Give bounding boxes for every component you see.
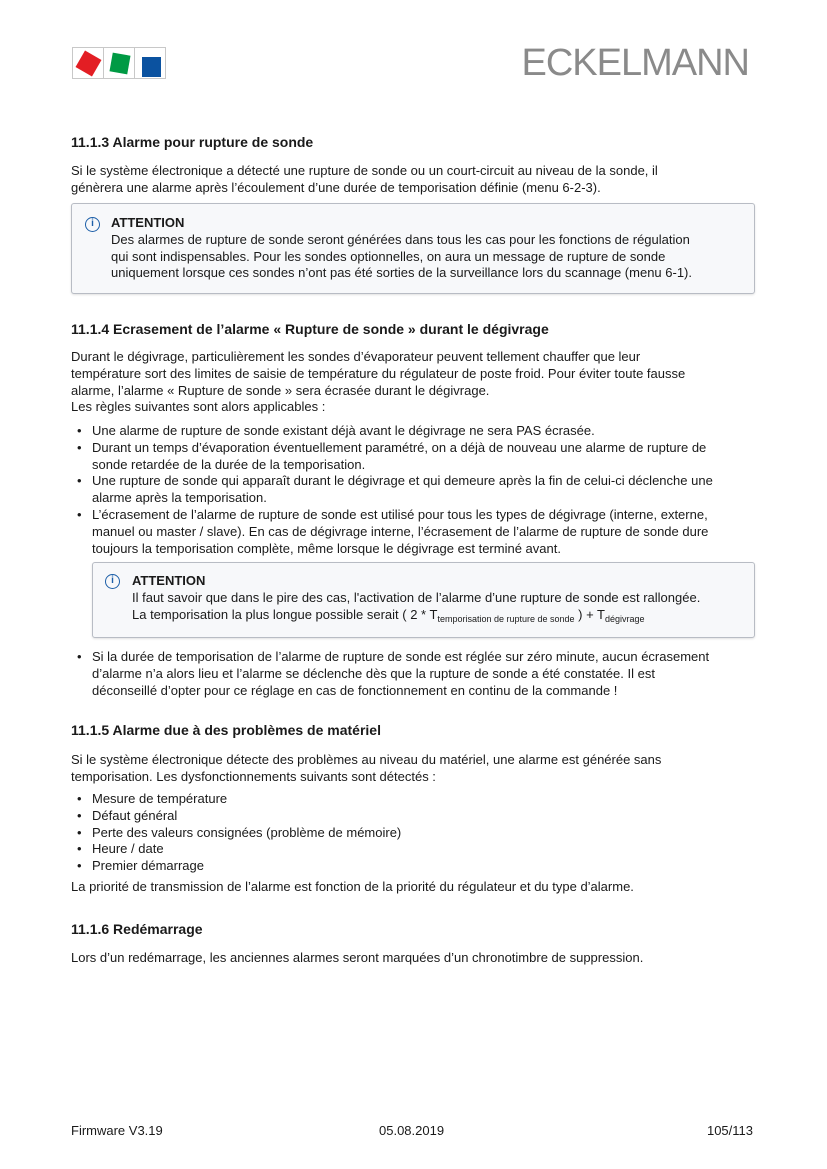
footer-date: 05.08.2019 xyxy=(379,1123,445,1138)
text-line: Si le système électronique a détecté une rupture de sonde ou un court-circuit au niveau de la sonde, il xyxy=(71,163,658,178)
section-title: 11.1.5 Alarme due à des problèmes de matériel xyxy=(71,722,381,738)
list-item: • Durant un temps d’évaporation éventuellement paramétré, on a déjà de nouveau une alarme de rupture de sonde retardée de la durée de la temporisation. xyxy=(71,440,713,474)
paragraph xyxy=(71,752,661,786)
bullet-list xyxy=(71,791,401,875)
text-line: uniquement lorsque ces sondes n’ont pas été sorties de la surveillance lors du scannage (menu 6-1). xyxy=(111,265,693,281)
text-line: Des alarmes de rupture de sonde seront générées dans tous les cas pour les fonctions de régulation xyxy=(111,231,690,247)
bullet-list xyxy=(71,423,713,557)
footer-page-number: 105/113 xyxy=(706,1123,753,1138)
text-line: qui sont indispensables. Pour les sondes optionnelles, on aura un message de rupture de sonde xyxy=(111,248,666,264)
paragraph xyxy=(71,163,658,197)
paragraph xyxy=(71,349,685,416)
info-icon: i xyxy=(85,217,100,232)
list-item: • Heure / date xyxy=(71,841,401,858)
text-line: température sort des limites de saisie de température du régulateur de poste froid. Pour éviter toute fausse xyxy=(71,365,686,381)
text-line: Les règles suivantes sont alors applicables : xyxy=(71,399,326,415)
text-line: temporisation. Les dysfonctionnements suivants sont détectés : xyxy=(71,768,436,784)
text-line: génèrera une alarme après l’écoulement d’une durée de temporisation définie (menu 6-2-3). xyxy=(71,179,601,195)
section-title: 11.1.3 Alarme pour rupture de sonde xyxy=(71,134,314,150)
footer-firmware: Firmware V3.19 xyxy=(71,1123,163,1138)
info-icon: i xyxy=(105,574,120,589)
list-item: • Perte des valeurs consignées (problème de mémoire) xyxy=(71,825,401,842)
section-title: 11.1.4 Ecrasement de l’alarme « Rupture de sonde » durant le dégivrage xyxy=(71,321,549,337)
company-logo xyxy=(72,47,166,79)
list-item: • Défaut général xyxy=(71,808,401,825)
brand-name: ECKELMANN xyxy=(521,42,749,84)
list-item: • Une rupture de sonde qui apparaît durant le dégivrage et qui demeure après la fin de celui-ci déclenche une alarme après la temporisation. xyxy=(71,473,713,507)
paragraph: La priorité de transmission de l’alarme est fonction de la priorité du régulateur et du type d’alarme. xyxy=(71,879,634,894)
green-square-icon xyxy=(104,48,135,78)
section-title: 11.1.6 Redémarrage xyxy=(71,921,203,937)
text-line: alarme, l’alarme « Rupture de sonde » sera écrasée durant le dégivrage. xyxy=(71,382,490,398)
bullet-list xyxy=(71,649,709,699)
red-diamond-icon xyxy=(73,48,104,78)
attention-note xyxy=(71,203,755,294)
formula-line: La temporisation la plus longue possible serait ( $2 * T_{temporisation de rupture de sonde}$ ) + $T_{dégivrage}$ xyxy=(132,606,645,624)
list-item: • Si la durée de temporisation de l’alarme de rupture de sonde est réglée sur zéro minute, aucun écrasement d’alarme n’a alors lieu et l’alarme se déclenche dès que la rupture de sonde a été constatée. Il est déconseillé d’opter pour ce réglage en cas de fonctionnement en continu de la commande ! xyxy=(71,649,709,699)
text-line: Durant le dégivrage, particulièrement les sondes d’évaporateur peuvent tellement chauffer que leur xyxy=(71,349,641,364)
list-item: • L’écrasement de l’alarme de rupture de sonde est utilisé pour tous les types de dégivrage (interne, externe, manuel ou master / slave). En cas de dégivrage interne, l’écrasement de l’alarme de rupture de sonde dure toujours la temporisation complète, même lorsque le dégivrage est terminé avant. xyxy=(71,507,713,557)
list-item: • Premier démarrage xyxy=(71,858,401,875)
blue-square-icon xyxy=(135,48,165,78)
note-title: ATTENTION xyxy=(132,573,206,588)
attention-note xyxy=(92,562,755,638)
list-item: • Une alarme de rupture de sonde existant déjà avant le dégivrage ne sera PAS écrasée. xyxy=(71,423,713,440)
list-item: • Mesure de température xyxy=(71,791,401,808)
paragraph: Lors d’un redémarrage, les anciennes alarmes seront marquées d’un chronotimbre de suppression. xyxy=(71,950,644,965)
text-line: Si le système électronique détecte des problèmes au niveau du matériel, une alarme est générée sans xyxy=(71,752,662,767)
text-line: Il faut savoir que dans le pire des cas, l'activation de l’alarme d’une rupture de sonde est rallongée. xyxy=(132,589,701,605)
note-title: ATTENTION xyxy=(111,215,185,230)
